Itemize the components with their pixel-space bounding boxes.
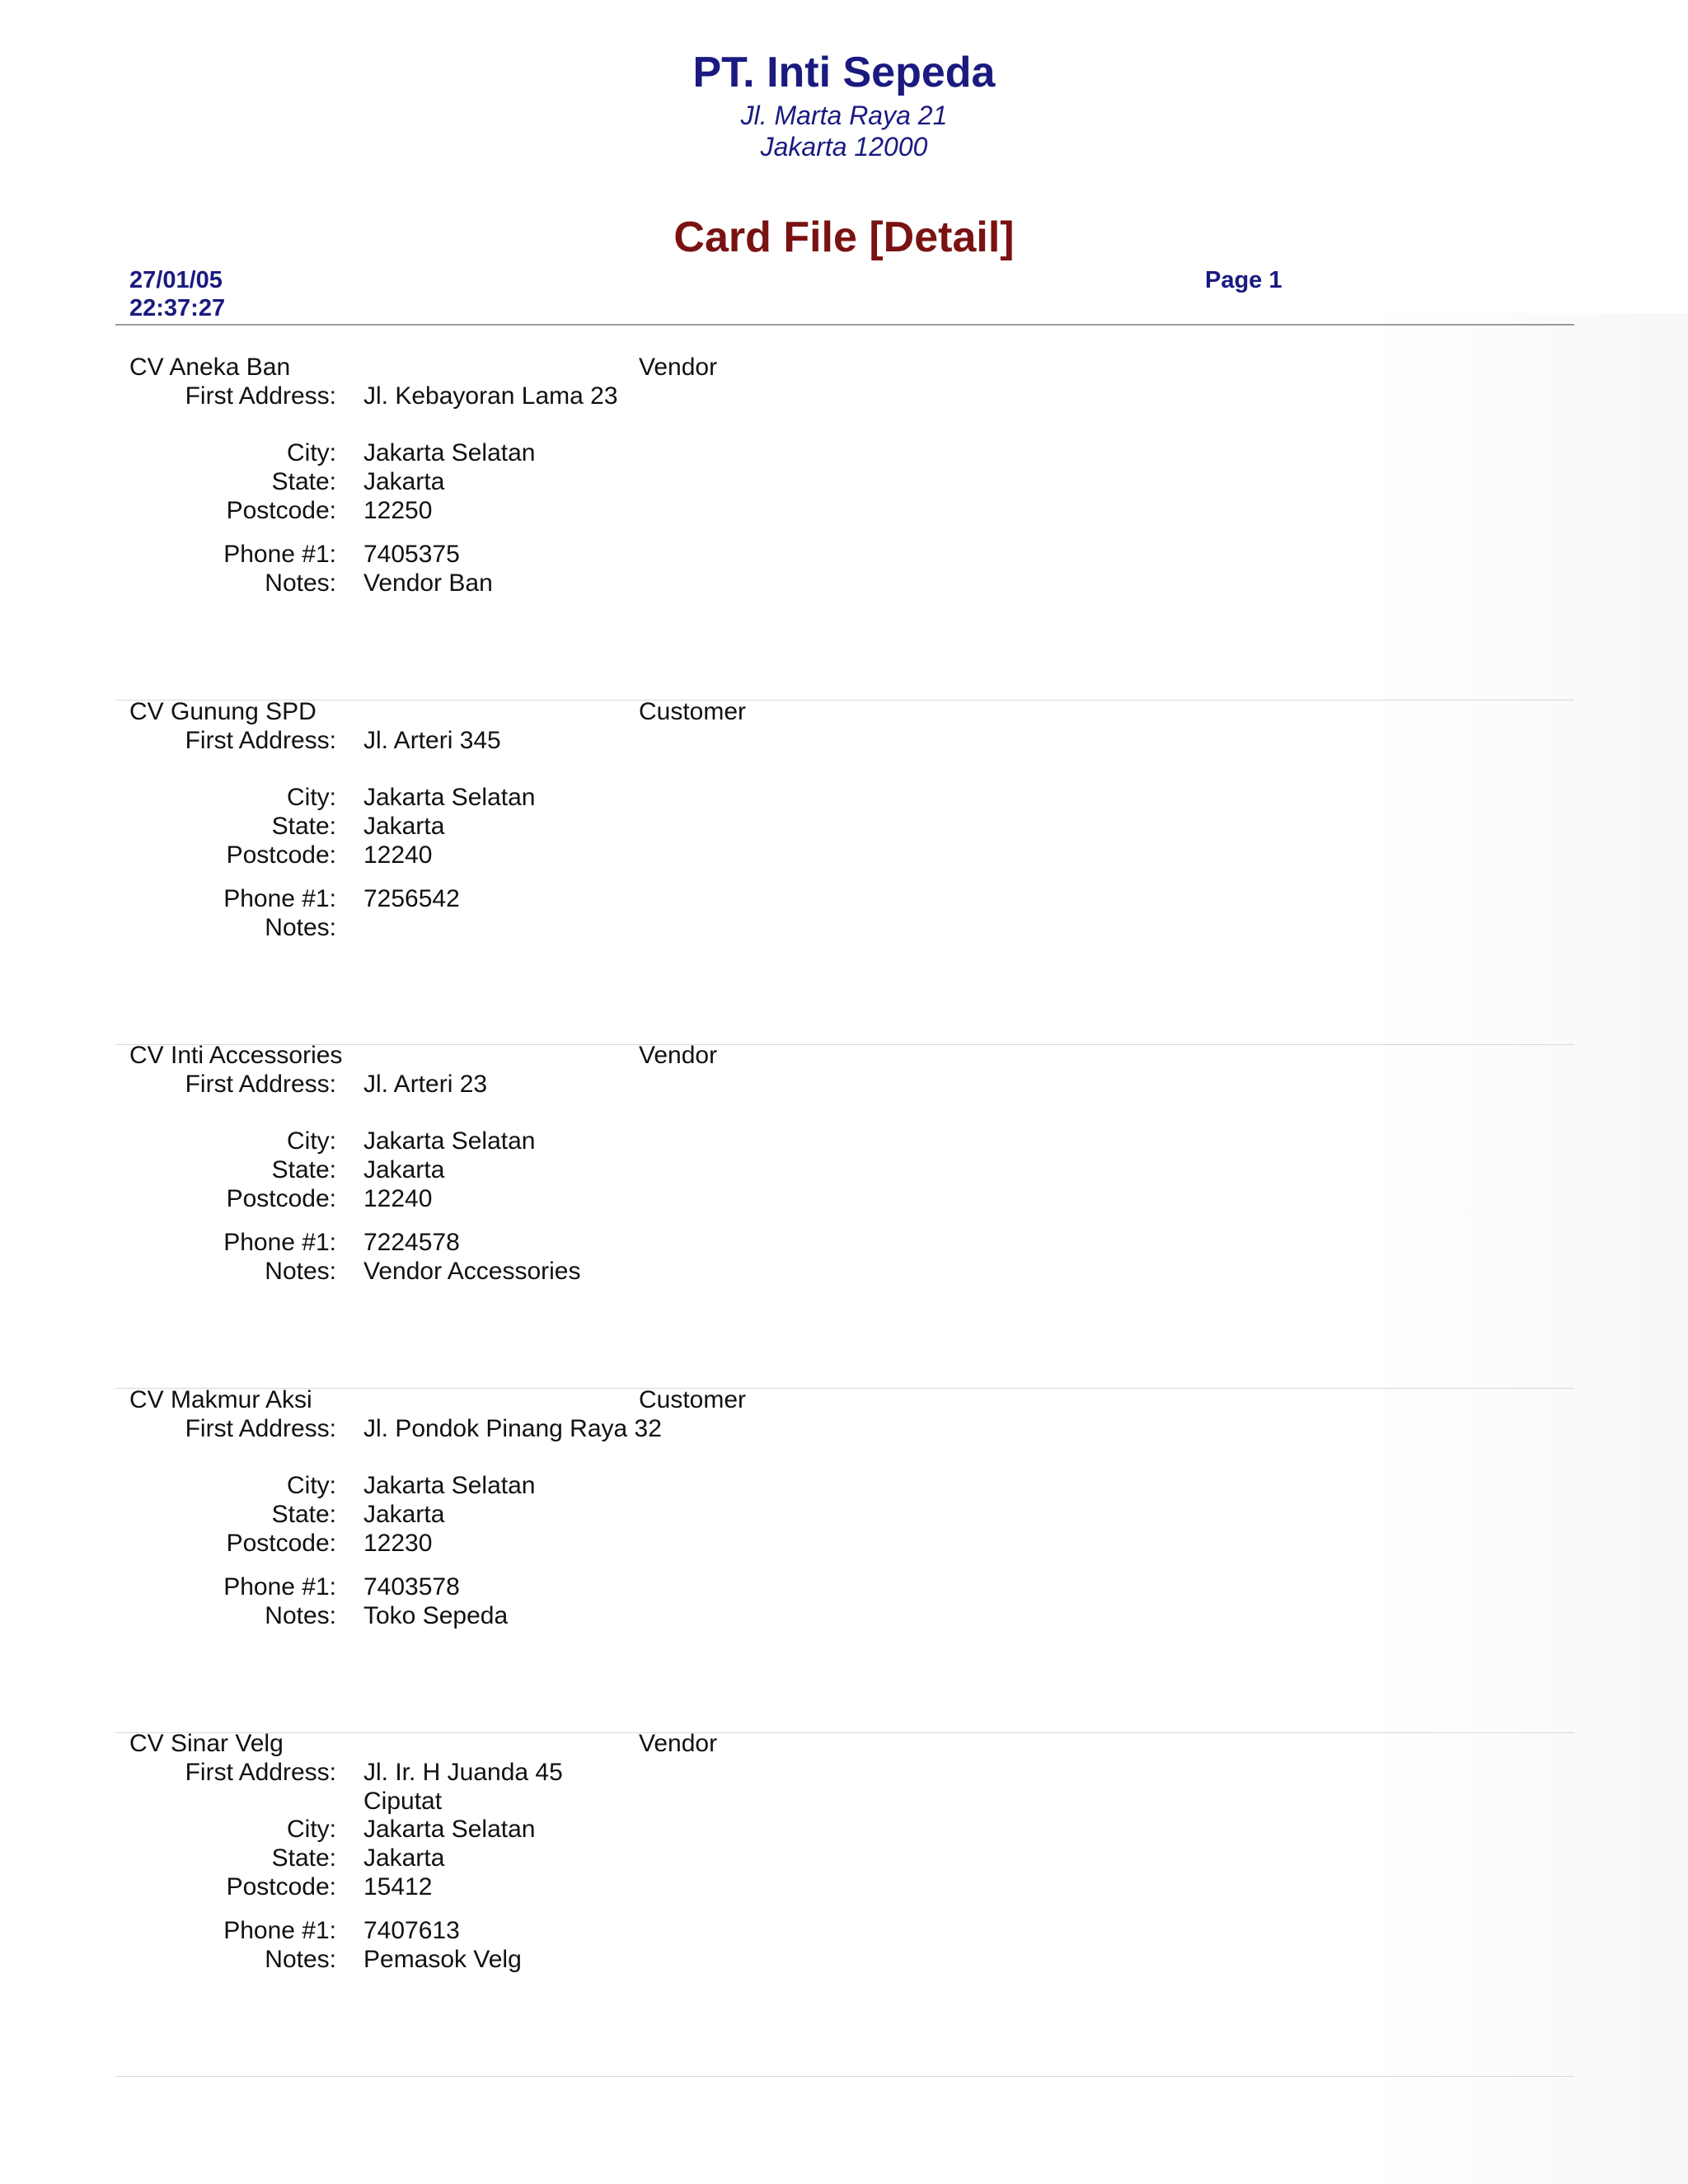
field-label-notes: Notes: (265, 1601, 336, 1629)
field-label-city: City: (287, 783, 336, 811)
field-label-first-address: First Address: (185, 1414, 336, 1442)
field-label-notes: Notes: (265, 569, 336, 597)
field-label-first-address: First Address: (185, 1759, 336, 1786)
field-value-notes: Vendor Ban (363, 569, 493, 597)
card-name: CV Inti Accessories (129, 1042, 343, 1069)
field-label-postcode: Postcode: (226, 1529, 336, 1557)
card-type: Vendor (639, 1730, 718, 1757)
field-value-state: Jakarta (363, 1156, 445, 1183)
field-value-phone1: 7407613 (363, 1917, 460, 1944)
header-divider (115, 324, 1574, 326)
field-value-state: Jakarta (363, 468, 445, 495)
field-value-notes: Toko Sepeda (363, 1601, 509, 1629)
card-record (0, 353, 1688, 696)
field-value-notes: Vendor Accessories (363, 1258, 581, 1285)
field-value-postcode: 12240 (363, 1185, 433, 1212)
field-value-postcode: 15412 (363, 1873, 433, 1900)
field-value-postcode: 12250 (363, 497, 433, 524)
field-label-city: City: (287, 1816, 336, 1843)
field-value-postcode: 12240 (363, 841, 433, 869)
report-title: Card File [Detail] (673, 213, 1015, 261)
card-record (0, 697, 1688, 1041)
page-number: Page 1 (1205, 267, 1282, 293)
field-value-notes: Pemasok Velg (363, 1946, 522, 1973)
card-type: Vendor (639, 354, 718, 381)
field-label-phone1: Phone #1: (223, 1572, 336, 1601)
field-label-first-address: First Address: (185, 382, 336, 410)
card-type: Customer (639, 1385, 747, 1413)
field-label-state: State: (271, 1844, 336, 1872)
field-label-state: State: (271, 468, 336, 495)
card-name: CV Makmur Aksi (129, 1385, 312, 1413)
card-divider (115, 2076, 1574, 2077)
field-label-first-address: First Address: (185, 1071, 336, 1098)
field-label-first-address: First Address: (185, 726, 336, 754)
field-value-address1: Jl. Ir. H Juanda 45 (363, 1759, 563, 1786)
field-label-phone1: Phone #1: (223, 884, 336, 912)
field-label-postcode: Postcode: (226, 1873, 336, 1900)
field-value-city: Jakarta Selatan (363, 1127, 536, 1155)
company-name: PT. Inti Sepeda (692, 49, 996, 96)
field-value-phone1: 7224578 (363, 1229, 460, 1256)
field-value-city: Jakarta Selatan (363, 439, 536, 466)
card-type: Customer (639, 697, 747, 725)
field-label-city: City: (287, 1471, 336, 1499)
card-name: CV Gunung SPD (129, 697, 316, 725)
field-label-state: State: (271, 1156, 336, 1183)
card-name: CV Sinar Velg (129, 1730, 284, 1757)
report-time: 22:37:27 (129, 295, 226, 321)
card-type: Vendor (639, 1042, 718, 1069)
field-label-notes: Notes: (265, 1258, 336, 1285)
company-address-line1: Jl. Marta Raya 21 (740, 101, 948, 130)
field-value-phone1: 7256542 (363, 884, 460, 912)
field-value-state: Jakarta (363, 1500, 445, 1528)
field-label-notes: Notes: (265, 913, 336, 941)
field-label-postcode: Postcode: (226, 497, 336, 524)
field-value-phone1: 7403578 (363, 1572, 460, 1601)
field-label-city: City: (287, 1127, 336, 1155)
card-name: CV Aneka Ban (129, 354, 291, 381)
field-value-phone1: 7405375 (363, 541, 460, 568)
field-value-city: Jakarta Selatan (363, 1471, 536, 1499)
field-value-state: Jakarta (363, 1844, 445, 1872)
field-label-postcode: Postcode: (226, 841, 336, 869)
field-label-phone1: Phone #1: (223, 1229, 336, 1256)
card-record (0, 1041, 1688, 1385)
field-label-phone1: Phone #1: (223, 541, 336, 568)
card-record (0, 1729, 1688, 2073)
field-value-address1: Jl. Arteri 23 (363, 1071, 488, 1098)
field-label-state: State: (271, 812, 336, 840)
field-value-city: Jakarta Selatan (363, 1816, 536, 1843)
field-value-address2: Ciputat (363, 1788, 443, 1815)
field-label-city: City: (287, 439, 336, 466)
company-address-line2: Jakarta 12000 (760, 132, 928, 162)
report-date: 27/01/05 (129, 267, 223, 293)
field-value-state: Jakarta (363, 812, 445, 840)
field-value-address1: Jl. Pondok Pinang Raya 32 (363, 1414, 662, 1442)
field-label-state: State: (271, 1500, 336, 1528)
field-label-notes: Notes: (265, 1946, 336, 1973)
field-value-city: Jakarta Selatan (363, 783, 536, 811)
field-value-address1: Jl. Kebayoran Lama 23 (363, 382, 618, 410)
field-value-address1: Jl. Arteri 345 (363, 726, 501, 754)
field-value-postcode: 12230 (363, 1529, 433, 1557)
field-label-postcode: Postcode: (226, 1185, 336, 1212)
field-label-phone1: Phone #1: (223, 1917, 336, 1944)
card-record (0, 1385, 1688, 1729)
